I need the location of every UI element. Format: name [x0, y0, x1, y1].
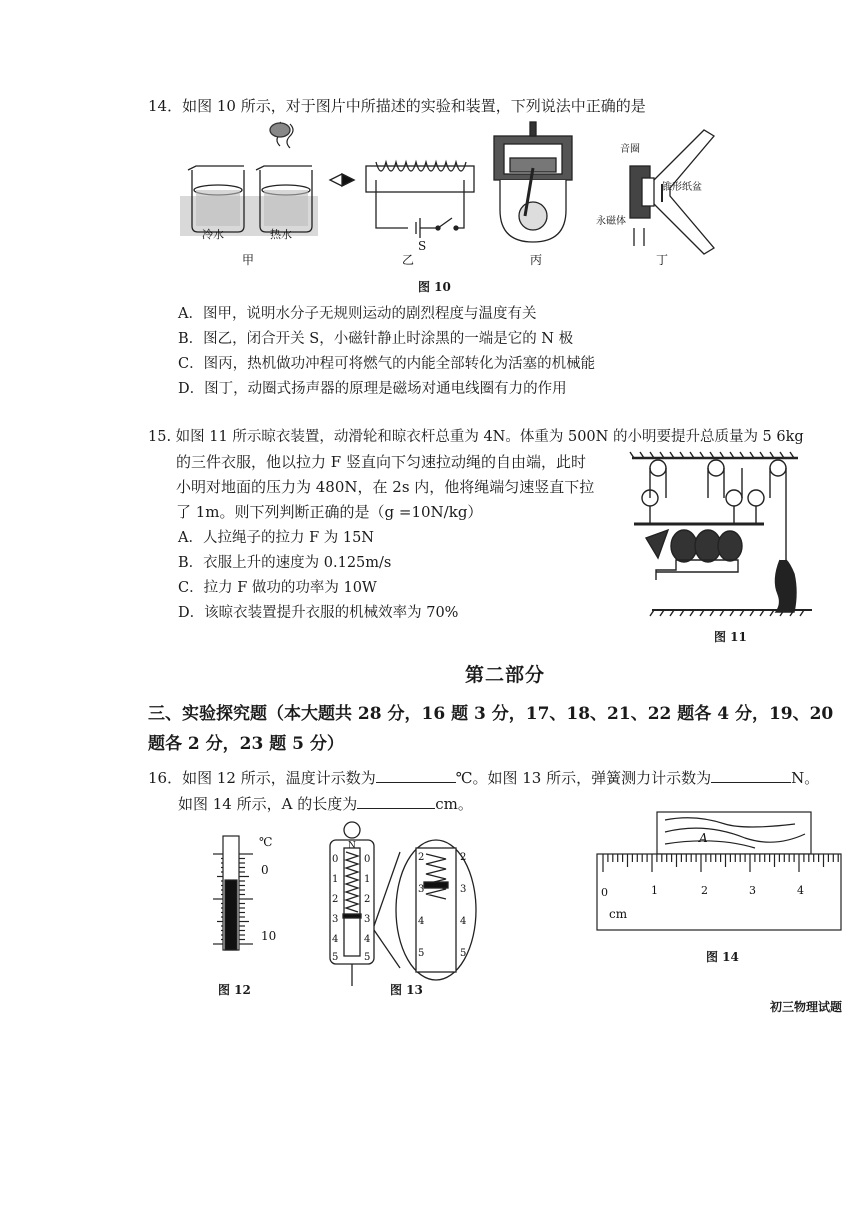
figure-10-caption: 图 10	[418, 280, 451, 294]
q15-line-1: 15. 如图 11 所示晾衣装置，动滑轮和晾衣杆总重为 4N。体重为 500N 的小明要提升总质量为 5 6kg	[148, 429, 804, 445]
ruler-object-a: A	[699, 831, 708, 845]
ruler-label-2: 2	[701, 884, 708, 897]
figure-14-ruler	[595, 808, 845, 936]
ruler-label-0: 0	[601, 886, 608, 899]
blank-force[interactable]	[711, 766, 791, 783]
ruler-label-1: 1	[651, 884, 658, 897]
panel-jia-beakers	[180, 122, 318, 236]
thermometer-tick-0: 0	[261, 863, 269, 877]
section-3-line-1: 三、实验探究题（本大题共 28 分，16 题 3 分，17、18、21、22 题各 4 分，19、20	[148, 704, 834, 724]
blank-temperature[interactable]	[376, 766, 456, 783]
q15-line-4: 了 1m。则下列判断正确的是（g =10N/kg）	[176, 503, 483, 521]
figure-11	[628, 450, 814, 620]
zoom-left-4: 4	[418, 916, 425, 927]
q16-text-thermometer: 16．如图 12 所示，温度计示数为	[148, 769, 376, 787]
ruler-unit-cm: cm	[609, 907, 628, 921]
scale-right-5: 5	[364, 952, 371, 963]
scale-right-4: 4	[364, 934, 371, 945]
scale-left-0: 0	[332, 854, 339, 865]
figure-11-caption: 图 11	[714, 630, 747, 644]
q16-text-unit-n: N。	[791, 769, 820, 787]
scale-left-4: 4	[332, 934, 339, 945]
q14-stem: 14．如图 10 所示，对于图片中所描述的实验和装置，下列说法中正确的是	[148, 97, 646, 115]
section-3-line-2: 题各 2 分，23 题 5 分）	[148, 734, 344, 754]
zoom-right-3: 3	[460, 884, 467, 895]
zoom-right-2: 2	[460, 852, 467, 863]
q16-text-spring-scale: ℃。如图 13 所示，弹簧测力计示数为	[455, 769, 712, 787]
scale-left-3: 3	[332, 914, 339, 925]
panel-label-bing: 丙	[530, 253, 543, 267]
label-cold-water: 冷水	[202, 228, 224, 241]
zoom-left-2: 2	[418, 852, 425, 863]
q14-option-a: A．图甲，说明水分子无规则运动的剧烈程度与温度有关	[178, 306, 537, 322]
scale-right-1: 1	[364, 874, 371, 885]
q16-text-unit-cm: cm。	[435, 795, 473, 813]
figure-10	[180, 118, 720, 268]
q16-line-1	[148, 766, 819, 790]
scale-left-2: 2	[332, 894, 339, 905]
label-hot-water: 热水	[270, 228, 292, 241]
figure-13-caption: 图 13	[390, 983, 423, 997]
zoom-left-5: 5	[418, 948, 425, 959]
q15-option-a: A．人拉绳子的拉力 F 为 15N	[178, 530, 374, 546]
label-switch-s: S	[418, 239, 427, 253]
q15-line-3: 小明对地面的压力为 480N，在 2s 内，他将绳端匀速竖直下拉	[176, 478, 595, 496]
scale-left-5: 5	[332, 952, 339, 963]
scale-right-3: 3	[364, 914, 371, 925]
panel-label-ding: 丁	[656, 253, 669, 267]
figure-14-caption: 图 14	[706, 950, 739, 964]
label-magnet: 永磁体	[596, 216, 626, 227]
part-two-title: 第二部分	[465, 664, 546, 686]
q15-option-b: B．衣服上升的速度为 0.125m/s	[178, 555, 392, 571]
thermometer-unit: ℃	[259, 835, 273, 849]
q15-line-2: 的三件衣服，他以拉力 F 竖直向下匀速拉动绳的自由端，此时	[176, 453, 586, 471]
figure-12-thermometer	[205, 830, 285, 955]
zoom-right-5: 5	[460, 948, 467, 959]
q14-option-c: C．图丙，热机做功冲程可将燃气的内能全部转化为活塞的机械能	[178, 356, 596, 372]
figure-12-caption: 图 12	[218, 983, 251, 997]
scale-left-1: 1	[332, 874, 339, 885]
scale-right-2: 2	[364, 894, 371, 905]
q14-option-b: B．图乙，闭合开关 S，小磁针静止时涂黑的一端是它的 N 极	[178, 331, 574, 347]
q15-option-c: C．拉力 F 做功的功率为 10W	[178, 580, 377, 596]
label-cone: 锥形纸盆	[662, 182, 702, 193]
panel-label-jia: 甲	[242, 253, 255, 267]
ruler-label-4: 4	[797, 884, 804, 897]
panel-label-yi: 乙	[402, 253, 415, 267]
figure-13-spring-scale	[318, 818, 488, 988]
panel-yi-circuit	[330, 162, 474, 238]
label-coil: 音圈	[620, 144, 640, 155]
spring-scale-n: N	[348, 841, 356, 851]
scale-right-0: 0	[364, 854, 371, 865]
ruler-label-3: 3	[749, 884, 756, 897]
zoom-left-3: 3	[418, 884, 425, 895]
q14-option-d: D．图丁，动圈式扬声器的原理是磁场对通电线圈有力的作用	[178, 381, 567, 397]
q15-option-d: D．该晾衣装置提升衣服的机械效率为 70%	[178, 605, 459, 621]
thermometer-tick-10: 10	[261, 929, 277, 943]
panel-bing-engine	[494, 122, 572, 242]
footer-exam-title: 初三物理试题	[770, 1000, 843, 1014]
q16-line-2	[178, 792, 473, 816]
zoom-right-4: 4	[460, 916, 467, 927]
blank-length[interactable]	[357, 792, 435, 809]
q16-text-length: 如图 14 所示，A 的长度为	[178, 795, 358, 813]
